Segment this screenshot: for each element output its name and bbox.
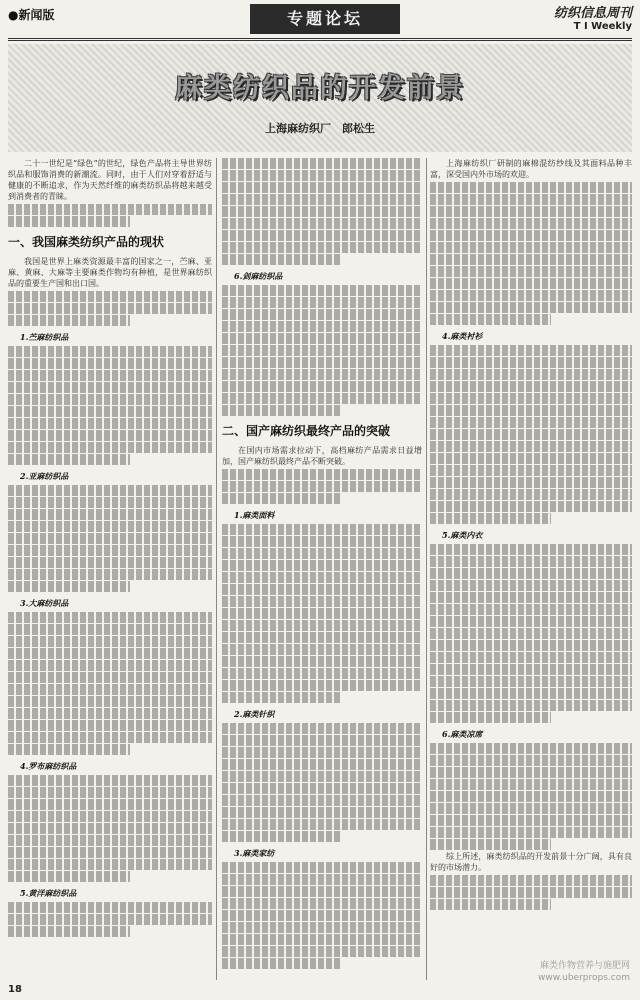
watermark-cn: 麻类作物营养与施肥网 xyxy=(539,961,630,971)
column3-paragraph: 上海麻纺织厂研制的麻棉混纺纱线及其面料品种丰富，深受国内外市场的欢迎。 xyxy=(430,159,632,179)
section2-paragraph: 在国内市场需求拉动下，高档麻纺产品需求日益增加，国产麻纺织最终产品不断突破。 xyxy=(222,446,422,466)
article-title: 麻类纺织品的开发前景 xyxy=(175,73,465,104)
subheading-hemp: 3.大麻纺织品 xyxy=(20,598,69,608)
column-divider xyxy=(216,158,217,980)
article-column-3 xyxy=(430,158,632,911)
subheading-underwear: 5.麻类内衣 xyxy=(442,530,483,540)
subheading-knit: 2.麻类针织 xyxy=(234,709,275,719)
column-divider xyxy=(426,158,427,980)
section2-heading: 二、国产麻纺织最终产品的突破 xyxy=(222,424,391,438)
masthead-en: T I Weekly xyxy=(573,21,632,32)
subheading-ramie: 1.苎麻纺织品 xyxy=(20,332,69,342)
subheading-apocynum: 4.罗布麻纺织品 xyxy=(20,761,77,771)
subheading-mat: 6.麻类凉席 xyxy=(442,729,483,739)
subheading-sisal: 6.剑麻纺织品 xyxy=(234,271,283,281)
header-rule xyxy=(8,38,632,39)
section1-heading: 一、我国麻类纺织产品的现状 xyxy=(8,235,165,249)
header-rule-2 xyxy=(8,40,632,41)
title-band xyxy=(8,44,632,152)
closing-paragraph: 综上所述，麻类纺织品的开发前景十分广阔，具有良好的市场潜力。 xyxy=(430,852,632,872)
article-column-1 xyxy=(8,158,212,938)
masthead-cn: 纺织信息周刊 xyxy=(553,6,632,21)
subheading-home-textile: 3.麻类家纺 xyxy=(234,848,275,858)
subheading-shirt: 4.麻类衬衫 xyxy=(442,331,483,341)
watermark xyxy=(538,960,630,984)
section-title-box: 专题论坛 xyxy=(250,4,400,34)
page-number: 18 xyxy=(8,984,22,995)
edition-label: ●新闻版 xyxy=(8,8,55,22)
subheading-fabric: 1.麻类面料 xyxy=(234,510,275,520)
section1-paragraph: 我国是世界上麻类资源最丰富的国家之一，苎麻、亚麻、黄麻、大麻等主要麻类作物均有种植，是世界麻纺织品的重要生产国和出口国。 xyxy=(8,257,212,288)
page-header xyxy=(0,0,640,38)
article-column-2 xyxy=(222,158,422,970)
article-byline: 上海麻纺织厂 郎松生 xyxy=(265,122,375,135)
subheading-kenaf: 5.黄洋麻纺织品 xyxy=(20,888,77,898)
watermark-url: www.uberprops.com xyxy=(538,973,630,983)
intro-paragraph: 二十一世纪是“绿色”的世纪，绿色产品将主导世界纺织品和服饰消费的新潮流。同时，由于人们对穿着舒适与健康的不断追求，作为天然纤维的麻类纺织品将越来越受到消费者的青睐。 xyxy=(8,159,212,201)
subheading-linen: 2.亚麻纺织品 xyxy=(20,471,69,481)
masthead xyxy=(554,2,632,32)
